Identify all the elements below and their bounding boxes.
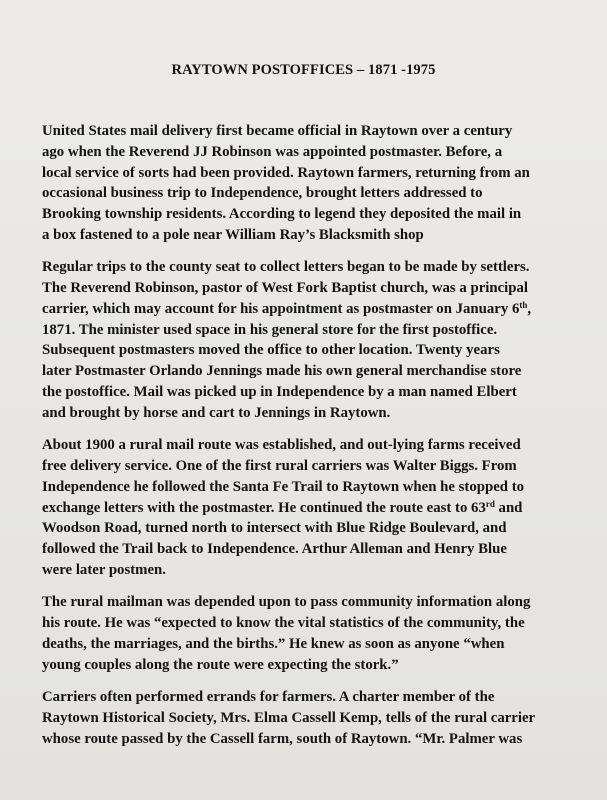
text-line: [42, 592, 577, 613]
paragraph: [42, 592, 577, 675]
text-segment: ago when the Reverend JJ Robinson was appointed postmaster. Before, a: [42, 143, 503, 160]
text-line: [42, 687, 577, 708]
text-segment: and: [494, 499, 523, 516]
text-segment: a box fastened to a pole near William Ray’s Blacksmith shop: [42, 226, 424, 243]
text-segment: his route. He was “expected to know the vital statistics of the community, the: [42, 615, 525, 632]
text-segment: free delivery service. One of the first rural carriers was Walter Biggs. From: [42, 457, 517, 474]
text-segment: ,: [527, 300, 532, 317]
text-segment: 1871. The minister used space in his general store for the first postoffice.: [42, 321, 498, 338]
text-segment: later Postmaster Orlando Jennings made his own general merchandise store: [42, 363, 522, 380]
paragraph: [42, 435, 577, 581]
text-segment: The rural mailman was depended upon to pass community information along: [42, 594, 531, 611]
text-line: [42, 278, 577, 299]
text-segment: United States mail delivery first became official in Raytown over a century: [42, 123, 513, 139]
text-line: [42, 456, 577, 477]
text-line: [42, 340, 577, 361]
paragraph: [42, 121, 577, 246]
text-line: [42, 225, 577, 246]
text-segment: local service of sorts had been provided. Raytown farmers, returning from an: [42, 164, 530, 181]
text-segment: About 1900 a rural mail route was established, and out-lying farms received: [42, 437, 521, 454]
text-line: [42, 403, 577, 424]
text-line: [42, 142, 577, 163]
text-line: [42, 299, 577, 320]
ordinal-suffix: th: [519, 299, 528, 310]
text-line: [42, 382, 577, 403]
text-line: [42, 518, 577, 539]
document-title: RAYTOWN POSTOFFICES – 1871 -1975: [171, 62, 436, 78]
text-segment: deaths, the marriages, and the births.” He knew as soon as anyone “when: [42, 635, 505, 652]
text-line: [42, 539, 577, 560]
text-line: [42, 613, 577, 634]
text-line: [42, 361, 577, 382]
text-line: [42, 204, 577, 225]
text-segment: Brooking township residents. According to legend they deposited the mail in: [42, 206, 522, 223]
text-segment: and brought by horse and cart to Jennings in Raytown.: [42, 404, 391, 421]
text-line: [42, 708, 577, 729]
text-segment: Subsequent postmasters moved the office to other location. Twenty years: [42, 342, 500, 359]
text-line: [42, 560, 577, 581]
text-segment: whose route passed by the Cassell farm, south of Raytown. “Mr. Palmer was: [42, 730, 523, 747]
text-segment: exchange letters with the postmaster. He continued the route east to 63: [42, 499, 486, 516]
text-line: [42, 729, 577, 750]
text-line: [42, 257, 577, 278]
text-segment: The Reverend Robinson, pastor of West Fork Baptist church, was a principal: [42, 280, 529, 297]
ordinal-suffix: rd: [485, 498, 495, 509]
text-segment: Carriers often performed errands for farmers. A charter member of the: [42, 688, 495, 705]
text-line: [42, 121, 577, 142]
text-line: [42, 655, 577, 676]
text-segment: were later postmen.: [42, 561, 166, 578]
text-line: [42, 163, 577, 184]
text-segment: occasional business trip to Independence, brought letters addressed to: [42, 185, 483, 202]
paragraph: [42, 257, 577, 423]
text-segment: the postoffice. Mail was picked up in Independence by a man named Elbert: [42, 384, 517, 401]
text-segment: carrier, which may account for his appointment as postmaster on January 6: [42, 300, 520, 317]
paragraph: [42, 687, 577, 749]
text-segment: Woodson Road, turned north to intersect with Blue Ridge Boulevard, and: [42, 520, 507, 537]
text-line: [42, 477, 577, 498]
text-line: [42, 435, 577, 456]
text-line: [42, 320, 577, 341]
text-line: [42, 498, 577, 519]
text-segment: Raytown Historical Society, Mrs. Elma Cassell Kemp, tells of the rural carrier: [42, 709, 536, 726]
text-segment: Regular trips to the county seat to collect letters began to be made by settlers.: [42, 259, 530, 276]
text-segment: followed the Trail back to Independence. Arthur Alleman and Henry Blue: [42, 541, 507, 558]
document-body: [42, 121, 577, 761]
text-line: [42, 634, 577, 655]
text-line: [42, 183, 577, 204]
text-segment: Independence he followed the Santa Fe Trail to Raytown when he stopped to: [42, 478, 525, 495]
text-segment: young couples along the route were expecting the stork.”: [42, 656, 399, 673]
